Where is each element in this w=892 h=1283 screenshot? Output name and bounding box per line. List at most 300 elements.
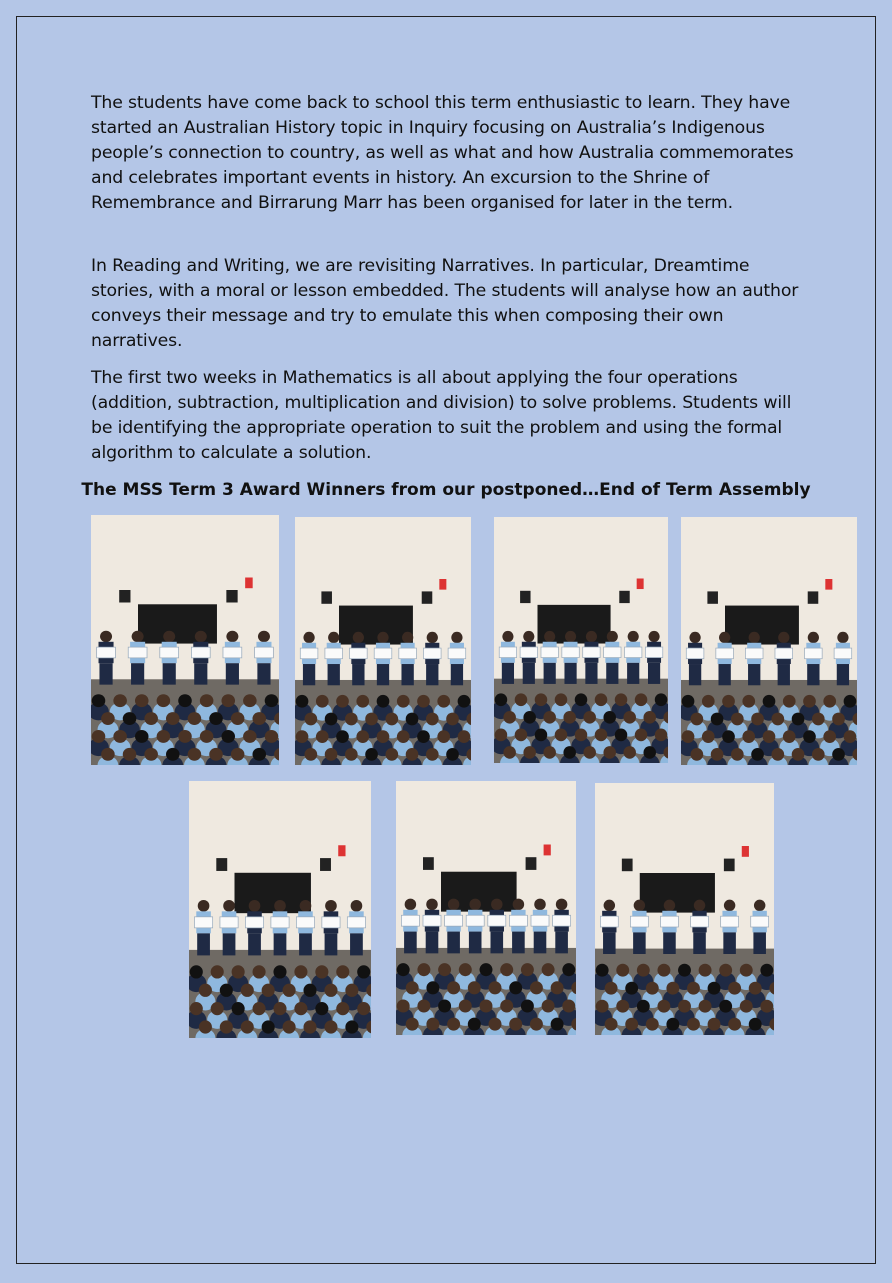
audience-head (562, 963, 575, 976)
student-head (724, 900, 735, 912)
award-certificate (399, 648, 417, 659)
audience-head (635, 693, 648, 706)
student-pants (401, 664, 413, 685)
student-pants (778, 664, 790, 685)
audience-head (535, 693, 548, 706)
audience-head (426, 981, 439, 994)
student-head (198, 900, 210, 912)
audience-head (231, 748, 245, 761)
audience-head (283, 984, 296, 997)
audience-head (232, 1002, 245, 1015)
audience-head (542, 999, 555, 1012)
audience-head (356, 695, 369, 708)
award-certificate (325, 648, 343, 659)
award-certificate (223, 647, 242, 658)
audience-head (316, 695, 329, 708)
audience-head (459, 963, 472, 976)
exit-sign (338, 845, 345, 856)
student-pants (534, 932, 547, 954)
audience-head (763, 730, 776, 743)
audience-head (783, 730, 796, 743)
award-certificate (245, 917, 263, 928)
audience-head (324, 984, 337, 997)
audience-head (623, 711, 636, 724)
audience-head (575, 729, 588, 742)
student-pants (837, 664, 849, 685)
audience-head (731, 748, 744, 761)
audience-head (406, 748, 419, 761)
audience-head (687, 1018, 700, 1031)
audience-head (771, 748, 784, 761)
audience-head (535, 729, 548, 742)
audience-head (623, 746, 636, 759)
student-head (523, 631, 534, 642)
award-certificate (499, 647, 516, 658)
student-head (402, 632, 413, 643)
audience-head (616, 964, 629, 977)
audience-head (691, 748, 704, 761)
student-pants (544, 663, 556, 684)
audience-head (447, 1018, 460, 1031)
award-certificate (834, 648, 852, 659)
audience-head (426, 713, 439, 726)
audience-head (844, 730, 857, 743)
award-certificate (423, 915, 441, 926)
award-certificate (520, 647, 537, 658)
audience-head (345, 748, 358, 761)
student-pants (197, 933, 210, 955)
audience-head (252, 712, 266, 725)
audience-head (583, 746, 596, 759)
audience-head (377, 695, 390, 708)
audience-head (657, 1000, 670, 1013)
audience-head (252, 748, 266, 761)
audience-head (200, 694, 214, 707)
audience-head (220, 984, 233, 997)
audience-head (603, 746, 616, 759)
audience-head (446, 748, 459, 761)
audience-head (345, 1020, 358, 1033)
audience-head (792, 748, 805, 761)
award-certificate (691, 916, 709, 927)
audience-head (740, 1000, 753, 1013)
audience-head (406, 1018, 419, 1031)
award-certificate (805, 648, 823, 659)
award-certificate (751, 916, 769, 927)
student-pants (248, 933, 261, 955)
speaker (622, 859, 633, 872)
audience-head (832, 748, 845, 761)
student-head (303, 632, 314, 643)
award-certificate (300, 648, 318, 659)
student-head (502, 631, 513, 642)
audience-head (515, 693, 528, 706)
award-certificate (401, 915, 419, 926)
audience-head (751, 748, 764, 761)
awards-heading: The MSS Term 3 Award Winners from our postponed…End of Term Assembly (81, 480, 811, 500)
audience-head (397, 695, 410, 708)
speaker (119, 590, 130, 603)
speaker (707, 591, 718, 603)
award-certificate (296, 917, 314, 928)
audience-head (365, 713, 378, 726)
audience-head (426, 748, 439, 761)
student-pants (447, 932, 460, 954)
audience-head (305, 713, 318, 726)
audience-head (751, 713, 764, 726)
student-head (749, 632, 760, 643)
audience-head (305, 748, 318, 761)
audience-head (719, 1000, 732, 1013)
award-certificate (322, 917, 340, 928)
student-pants (753, 932, 766, 954)
speaker (423, 857, 434, 870)
speaker (526, 857, 537, 870)
audience-head (438, 963, 451, 976)
audience-head (188, 712, 202, 725)
audience-head (666, 982, 679, 995)
audience-head (708, 982, 721, 995)
audience-head (702, 730, 715, 743)
award-photo-3 (494, 517, 668, 763)
audience-head (523, 746, 536, 759)
student-head (426, 899, 438, 911)
audience-head (687, 982, 700, 995)
audience-head (783, 695, 796, 708)
audience-head (417, 695, 430, 708)
audience-head (495, 693, 508, 706)
audience-head (157, 730, 171, 743)
audience-head (336, 1002, 349, 1015)
audience-head (637, 1000, 650, 1013)
audience-head (521, 999, 534, 1012)
audience-head (575, 693, 588, 706)
award-certificate (583, 647, 600, 658)
audience-head (199, 984, 212, 997)
audience-head (336, 695, 349, 708)
audience-head (742, 730, 755, 743)
audience-head (357, 965, 370, 978)
student-pants (648, 663, 660, 684)
award-photo-5 (189, 781, 371, 1038)
audience-head (500, 999, 513, 1012)
student-head (649, 631, 660, 642)
audience-head (296, 730, 309, 743)
speaker (321, 591, 332, 603)
audience-head (144, 748, 158, 761)
award-certificate (562, 647, 579, 658)
audience-head (749, 982, 762, 995)
award-certificate (625, 647, 642, 658)
student-pants (564, 663, 576, 684)
audience-head (635, 729, 648, 742)
award-certificate (721, 916, 739, 927)
audience-head (699, 964, 712, 977)
audience-head (763, 695, 776, 708)
audience-head (509, 1018, 522, 1031)
exit-sign (825, 579, 832, 590)
student-pants (512, 932, 525, 954)
audience-head (625, 1018, 638, 1031)
student-pants (723, 932, 736, 954)
audience-head (262, 1020, 275, 1033)
student-head (754, 900, 765, 912)
audience-head (503, 711, 516, 724)
audience-head (92, 730, 106, 743)
award-certificate (466, 915, 484, 926)
audience-head (562, 999, 575, 1012)
audience-head (315, 1002, 328, 1015)
student-head (353, 632, 364, 643)
student-head (628, 631, 639, 642)
audience-head (823, 695, 836, 708)
award-certificate (509, 915, 527, 926)
audience-head (740, 964, 753, 977)
audience-head (543, 711, 556, 724)
audience-head (468, 981, 481, 994)
speaker (422, 591, 433, 603)
audience-head (385, 713, 398, 726)
audience-head (760, 964, 773, 977)
audience-head (803, 695, 816, 708)
audience-head (385, 748, 398, 761)
speaker (520, 591, 530, 603)
audience-head (583, 711, 596, 724)
audience-head (336, 965, 349, 978)
student-head (427, 632, 438, 643)
award-certificate (128, 647, 147, 658)
audience-head (296, 695, 309, 708)
audience-head (468, 1018, 481, 1031)
student-pants (689, 664, 701, 685)
award-photo-2 (295, 517, 471, 765)
audience-head (123, 712, 137, 725)
audience-head (221, 730, 235, 743)
audience-head (792, 713, 805, 726)
audience-head (406, 981, 419, 994)
award-certificate (630, 916, 648, 927)
student-head (195, 631, 207, 642)
student-pants (131, 663, 144, 684)
audience-head (615, 693, 628, 706)
audience-head (397, 999, 410, 1012)
student-head (604, 900, 615, 912)
audience-head (699, 1000, 712, 1013)
audience-head (101, 712, 115, 725)
award-photo-6 (396, 781, 576, 1035)
student-pants (299, 933, 312, 955)
student-pants (426, 664, 438, 685)
audience-head (241, 984, 254, 997)
audience-head (605, 982, 618, 995)
student-head (377, 632, 388, 643)
audience-head (438, 999, 451, 1012)
student-pants (325, 933, 338, 955)
audience-head (397, 730, 410, 743)
audience-head (655, 693, 668, 706)
award-certificate (488, 915, 506, 926)
exit-sign (439, 579, 446, 590)
student-pants (303, 664, 315, 685)
audience-head (489, 1018, 502, 1031)
audience-head (742, 695, 755, 708)
student-head (491, 899, 503, 911)
audience-head (722, 730, 735, 743)
audience-head (702, 695, 715, 708)
award-certificate (645, 647, 662, 658)
student-head (689, 632, 700, 643)
audience-head (357, 1002, 370, 1015)
paragraph-inquiry: The students have come back to school this term enthusiastic to learn. They have started an Australian History topic in Inquiry focusing on Australia’s Indigenous people’s connection to country, as well as what and how Australia commemorates and celebrates important events in history. An excursion to the Shrine of Remembrance and Birrarung Marr has been organised for later in the term. (91, 93, 794, 213)
award-certificate (541, 647, 558, 658)
award-certificate (716, 648, 734, 659)
audience-head (166, 712, 180, 725)
student-head (778, 632, 789, 643)
student-head (274, 900, 286, 912)
student-head (808, 632, 819, 643)
student-pants (606, 663, 618, 684)
student-head (226, 631, 238, 642)
award-certificate (531, 915, 549, 926)
audience-head (101, 748, 115, 761)
student-head (328, 632, 339, 643)
audience-head (190, 965, 203, 978)
student-pants (502, 663, 514, 684)
award-certificate (775, 648, 793, 659)
audience-head (417, 963, 430, 976)
audience-head (555, 729, 568, 742)
audience-head (500, 963, 513, 976)
student-head (513, 899, 525, 911)
award-certificate (347, 917, 365, 928)
audience-head (728, 1018, 741, 1031)
award-certificate (553, 915, 571, 926)
award-certificate (745, 648, 763, 659)
audience-head (655, 729, 668, 742)
audience-head (458, 695, 471, 708)
paragraph-reading-writing: In Reading and Writing, we are revisiting Narratives. In particular, Dreamtime stories, with a moral or lesson embedded. The students will analyse how an author conveys their message and try to emulate this when composing their own narratives. (91, 256, 799, 351)
audience-head (426, 1018, 439, 1031)
audience-head (480, 999, 493, 1012)
audience-head (596, 964, 609, 977)
audience-head (657, 964, 670, 977)
audience-head (844, 695, 857, 708)
audience-head (325, 713, 338, 726)
exit-sign (742, 846, 749, 857)
audience-head (803, 730, 816, 743)
student-head (534, 899, 546, 911)
audience-head (760, 1000, 773, 1013)
student-pants (523, 663, 535, 684)
audience-head (356, 730, 369, 743)
audience-head (123, 748, 137, 761)
audience-head (832, 713, 845, 726)
audience-head (437, 695, 450, 708)
audience-head (166, 748, 180, 761)
audience-head (199, 1020, 212, 1033)
audience-head (336, 730, 349, 743)
audience-head (265, 730, 279, 743)
audience-head (377, 730, 390, 743)
audience-head (643, 711, 656, 724)
audience-head (365, 748, 378, 761)
audience-head (221, 694, 235, 707)
student-head (351, 900, 363, 912)
student-head (451, 632, 462, 643)
award-certificate (97, 647, 116, 658)
audience-head (232, 965, 245, 978)
audience-head (637, 964, 650, 977)
student-pants (194, 663, 207, 684)
student-pants (718, 664, 730, 685)
audience-head (316, 730, 329, 743)
student-pants (555, 932, 568, 954)
audience-head (273, 965, 286, 978)
audience-head (615, 729, 628, 742)
student-head (664, 900, 675, 912)
student-pants (377, 664, 389, 685)
audience-head (708, 1018, 721, 1031)
audience-head (605, 1018, 618, 1031)
student-pants (693, 932, 706, 954)
student-pants (163, 663, 176, 684)
student-pants (426, 932, 439, 954)
award-certificate (191, 647, 210, 658)
audience-head (113, 694, 127, 707)
student-head (634, 900, 645, 912)
student-pants (663, 932, 676, 954)
student-pants (633, 932, 646, 954)
award-certificate (661, 916, 679, 927)
audience-head (495, 729, 508, 742)
audience-head (563, 746, 576, 759)
student-pants (585, 663, 597, 684)
audience-head (682, 695, 695, 708)
award-photo-1 (91, 515, 279, 765)
audience-head (253, 1002, 266, 1015)
audience-head (190, 1002, 203, 1015)
student-pants (350, 933, 363, 955)
audience-head (643, 746, 656, 759)
audience-head (273, 1002, 286, 1015)
audience-head (447, 981, 460, 994)
audience-head (722, 695, 735, 708)
student-pants (469, 932, 482, 954)
speaker (724, 859, 735, 872)
student-head (586, 631, 597, 642)
student-head (448, 899, 460, 911)
audience-head (521, 963, 534, 976)
audience-head (92, 694, 106, 707)
student-head (163, 631, 175, 642)
student-pants (404, 932, 417, 954)
award-certificate (448, 648, 466, 659)
audience-head (812, 748, 825, 761)
audience-head (595, 693, 608, 706)
student-pants (491, 932, 504, 954)
student-head (300, 900, 312, 912)
student-head (223, 900, 235, 912)
speaker (226, 590, 237, 603)
student-head (132, 631, 144, 642)
audience-head (603, 711, 616, 724)
audience-head (530, 981, 543, 994)
audience-head (324, 1020, 337, 1033)
student-head (325, 900, 337, 912)
audience-head (178, 694, 192, 707)
audience-head (530, 1018, 543, 1031)
audience-head (417, 999, 430, 1012)
